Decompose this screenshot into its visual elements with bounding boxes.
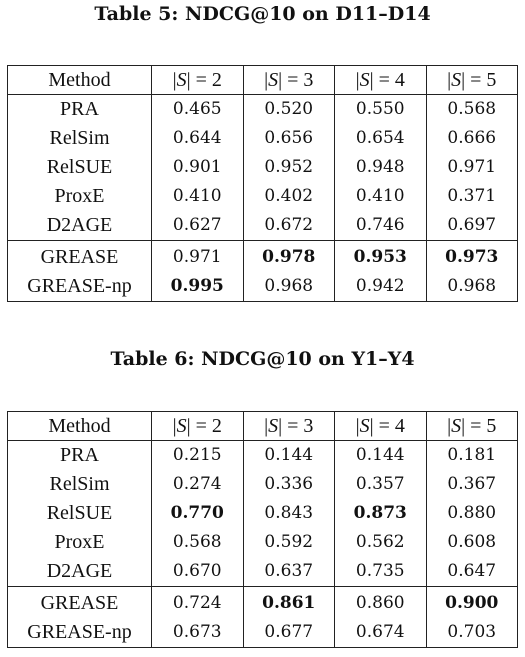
value-cell: 0.697	[426, 211, 518, 241]
method-cell: GREASE-np	[8, 618, 152, 648]
value-cell: 0.672	[243, 211, 335, 241]
table-6	[7, 411, 518, 648]
column-header-s4: |S| = 4	[335, 66, 427, 95]
column-header-s3: |S| = 3	[243, 412, 335, 441]
value-cell: 0.735	[335, 557, 427, 587]
value-cell: 0.144	[335, 441, 427, 471]
table-row	[8, 182, 518, 211]
value-cell: 0.860	[335, 587, 427, 619]
proposed-rows	[8, 587, 518, 648]
method-cell: RelSim	[8, 124, 152, 153]
table-row	[8, 470, 518, 499]
value-cell: 0.861	[243, 587, 335, 619]
table-row	[8, 618, 518, 648]
table-row	[8, 124, 518, 153]
value-cell: 0.608	[426, 528, 518, 557]
table-row	[8, 587, 518, 619]
value-cell: 0.843	[243, 499, 335, 528]
table-5	[7, 65, 518, 302]
value-cell: 0.995	[152, 272, 244, 302]
value-cell: 0.953	[335, 241, 427, 273]
value-cell: 0.592	[243, 528, 335, 557]
table-row	[8, 95, 518, 125]
value-cell: 0.978	[243, 241, 335, 273]
value-cell: 0.673	[152, 618, 244, 648]
table-row	[8, 499, 518, 528]
value-cell: 0.627	[152, 211, 244, 241]
method-cell: RelSUE	[8, 153, 152, 182]
value-cell: 0.465	[152, 95, 244, 125]
value-cell: 0.520	[243, 95, 335, 125]
method-cell: GREASE-np	[8, 272, 152, 302]
column-header-s4: |S| = 4	[335, 412, 427, 441]
table-row	[8, 557, 518, 587]
value-cell: 0.674	[335, 618, 427, 648]
value-cell: 0.568	[152, 528, 244, 557]
value-cell: 0.968	[243, 272, 335, 302]
value-cell: 0.654	[335, 124, 427, 153]
column-header-method: Method	[8, 66, 152, 95]
method-cell: ProxE	[8, 182, 152, 211]
value-cell: 0.568	[426, 95, 518, 125]
value-cell: 0.703	[426, 618, 518, 648]
table-row	[8, 153, 518, 182]
method-cell: PRA	[8, 441, 152, 471]
value-cell: 0.724	[152, 587, 244, 619]
value-cell: 0.666	[426, 124, 518, 153]
value-cell: 0.971	[152, 241, 244, 273]
value-cell: 0.550	[335, 95, 427, 125]
value-cell: 0.144	[243, 441, 335, 471]
table-row	[8, 211, 518, 241]
table-row	[8, 441, 518, 471]
column-header-s2: |S| = 2	[152, 66, 244, 95]
value-cell: 0.215	[152, 441, 244, 471]
value-cell: 0.402	[243, 182, 335, 211]
column-header-s5: |S| = 5	[426, 66, 518, 95]
value-cell: 0.371	[426, 182, 518, 211]
baseline-rows	[8, 95, 518, 241]
value-cell: 0.670	[152, 557, 244, 587]
column-header-s2: |S| = 2	[152, 412, 244, 441]
method-cell: D2AGE	[8, 557, 152, 587]
value-cell: 0.873	[335, 499, 427, 528]
value-cell: 0.948	[335, 153, 427, 182]
value-cell: 0.971	[426, 153, 518, 182]
value-cell: 0.656	[243, 124, 335, 153]
value-cell: 0.367	[426, 470, 518, 499]
table-5-caption: Table 5: NDCG@10 on D11–D14	[94, 3, 431, 25]
value-cell: 0.973	[426, 241, 518, 273]
value-cell: 0.677	[243, 618, 335, 648]
value-cell: 0.357	[335, 470, 427, 499]
proposed-rows	[8, 241, 518, 302]
column-header-s5: |S| = 5	[426, 412, 518, 441]
value-cell: 0.637	[243, 557, 335, 587]
value-cell: 0.181	[426, 441, 518, 471]
value-cell: 0.880	[426, 499, 518, 528]
table-header-row	[8, 66, 518, 95]
value-cell: 0.410	[152, 182, 244, 211]
value-cell: 0.900	[426, 587, 518, 619]
value-cell: 0.410	[335, 182, 427, 211]
method-cell: D2AGE	[8, 211, 152, 241]
value-cell: 0.336	[243, 470, 335, 499]
method-cell: ProxE	[8, 528, 152, 557]
table-row	[8, 272, 518, 302]
method-cell: GREASE	[8, 241, 152, 273]
table-row	[8, 528, 518, 557]
table-row	[8, 241, 518, 273]
value-cell: 0.901	[152, 153, 244, 182]
value-cell: 0.562	[335, 528, 427, 557]
baseline-rows	[8, 441, 518, 587]
value-cell: 0.952	[243, 153, 335, 182]
method-cell: GREASE	[8, 587, 152, 619]
value-cell: 0.647	[426, 557, 518, 587]
method-cell: RelSUE	[8, 499, 152, 528]
value-cell: 0.770	[152, 499, 244, 528]
value-cell: 0.644	[152, 124, 244, 153]
method-cell: RelSim	[8, 470, 152, 499]
table-header-row	[8, 412, 518, 441]
column-header-method: Method	[8, 412, 152, 441]
table-6-caption: Table 6: NDCG@10 on Y1–Y4	[110, 348, 415, 370]
column-header-s3: |S| = 3	[243, 66, 335, 95]
value-cell: 0.942	[335, 272, 427, 302]
value-cell: 0.746	[335, 211, 427, 241]
value-cell: 0.274	[152, 470, 244, 499]
method-cell: PRA	[8, 95, 152, 125]
value-cell: 0.968	[426, 272, 518, 302]
